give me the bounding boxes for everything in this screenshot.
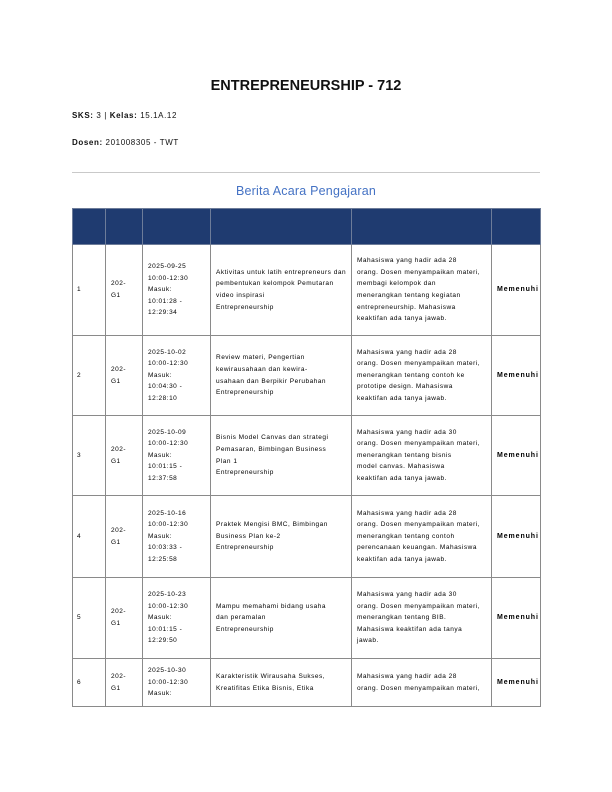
session-line: 2025-10-09: [148, 428, 187, 436]
meeting-number: 6: [77, 678, 82, 686]
sks-value: 3: [96, 111, 102, 120]
session-line: 2025-10-02: [148, 348, 187, 356]
activity-line: Mahasiswa yang hadir ada 28: [357, 509, 457, 517]
activity-cell: [352, 416, 492, 496]
room-cell: [106, 496, 143, 578]
activity-cell: [352, 336, 492, 416]
topic-line: Kreatifitas Etika Bisnis, Etika: [216, 684, 314, 692]
table-row: [73, 496, 541, 578]
topic-cell: [211, 245, 352, 336]
session-line: Masuk:: [148, 286, 172, 294]
topic-line: usahaan dan Berpikir Perubahan: [216, 377, 327, 385]
activity-line: orang. Dosen menyampaikan materi,: [357, 440, 481, 448]
activity-cell: [352, 496, 492, 578]
session-line: Masuk:: [148, 532, 172, 540]
dosen-label: Dosen:: [72, 138, 103, 147]
topic-line: Review materi, Pengertian: [216, 354, 305, 362]
status-cell: [492, 245, 541, 336]
session-line: 10:00-12:30: [148, 521, 189, 529]
activity-cell: [352, 245, 492, 336]
status-cell: [492, 578, 541, 659]
topic-cell: [211, 578, 352, 659]
meeting-number: 2: [77, 371, 82, 379]
activity-line: Mahasiswa yang hadir ada 30: [357, 591, 457, 599]
session-line: 10:00-12:30: [148, 602, 189, 610]
topic-line: Entrepreneurship: [216, 389, 274, 397]
status-text: Memenuhi: [497, 532, 539, 540]
table-header-row: [73, 209, 541, 245]
meeting-number: 5: [77, 614, 82, 622]
meeting-number-cell: [73, 496, 106, 578]
topic-cell: [211, 659, 352, 707]
room-cell: [106, 245, 143, 336]
meeting-number-cell: [73, 336, 106, 416]
session-line: Masuk:: [148, 614, 172, 622]
activity-line: menerangkan tentang bisnis: [357, 451, 452, 459]
topic-line: Karakteristik Wirausaha Sukses,: [216, 672, 326, 680]
session-line: 12:28:10: [148, 394, 178, 402]
meeting-number: 1: [77, 286, 82, 294]
room-code: 202-G1: [111, 526, 127, 546]
room-cell: [106, 416, 143, 496]
table-row: [73, 245, 541, 336]
topic-line: dan peramalan: [216, 614, 266, 622]
activity-line: menerangkan tentang contoh: [357, 532, 455, 540]
session-line: 10:01:28 -: [148, 297, 183, 305]
table-header-cell: [143, 209, 211, 245]
session-line: 12:29:34: [148, 309, 178, 317]
topic-line: video inspirasi: [216, 292, 265, 299]
document-title: ENTREPRENEURSHIP - 712: [210, 78, 402, 94]
status-cell: [492, 659, 541, 707]
room-code: 202-G1: [111, 365, 127, 385]
session-line: 2025-09-25: [148, 263, 187, 271]
session-line: 2025-10-16: [148, 509, 187, 517]
session-line: 10:00-12:30: [148, 678, 189, 686]
session-line: 12:25:58: [148, 555, 178, 563]
room-code: 202-G1: [111, 445, 127, 465]
activity-line: prototipe design. Mahasiswa: [357, 383, 453, 391]
session-line: 10:00-12:30: [148, 440, 189, 448]
meeting-number-cell: [73, 416, 106, 496]
session-line: Masuk:: [148, 690, 172, 698]
status-cell: [492, 496, 541, 578]
table-row: [73, 336, 541, 416]
table-header-cell: [352, 209, 492, 245]
topic-cell: [211, 496, 352, 578]
room-code: 202-G1: [111, 608, 127, 627]
session-line: 10:01:15 -: [148, 625, 183, 633]
topic-line: Mampu memahami bidang usaha: [216, 602, 326, 610]
meeting-number: 4: [77, 532, 82, 540]
topic-line: Entrepreneurship: [216, 544, 274, 552]
topic-line: Aktivitas untuk latih entrepreneurs dan: [216, 268, 347, 276]
room-cell: [106, 659, 143, 707]
activity-line: orang. Dosen menyampaikan materi,: [357, 602, 481, 610]
activity-line: Mahasiswa yang hadir ada 28: [357, 672, 457, 680]
info-separator: |: [104, 111, 107, 120]
table-body: [73, 245, 541, 707]
topic-line: Entrepreneurship: [216, 625, 274, 633]
session-line: Masuk:: [148, 451, 172, 459]
status-cell: [492, 416, 541, 496]
session-line: 10:00-12:30: [148, 360, 189, 368]
activity-line: keaktifan ada tanya jawab.: [357, 474, 447, 482]
activity-line: jawab.: [357, 637, 379, 645]
session-line: Masuk:: [148, 371, 172, 379]
topic-line: Entrepreneurship: [216, 469, 274, 477]
room-cell: [106, 336, 143, 416]
session-line: 10:01:15 -: [148, 463, 183, 471]
session-cell: [143, 578, 211, 659]
activity-line: membagi kelompok dan: [357, 280, 437, 288]
session-line: 2025-10-30: [148, 667, 187, 675]
status-text: Memenuhi: [497, 286, 539, 294]
status-text: Memenuhi: [497, 451, 539, 459]
table-row: [73, 659, 541, 707]
topic-line: Plan 1: [216, 457, 238, 465]
activity-line: menerangkan tentang contoh ke: [357, 371, 465, 379]
status-cell: [492, 336, 541, 416]
meeting-number-cell: [73, 659, 106, 707]
meeting-number: 3: [77, 451, 82, 459]
session-cell: [143, 659, 211, 707]
kelas-label: Kelas:: [109, 111, 138, 120]
activity-line: Mahasiswa yang hadir ada 28: [357, 257, 457, 265]
session-line: 2025-10-23: [148, 591, 187, 599]
topic-cell: [211, 336, 352, 416]
session-line: 10:03:33 -: [148, 544, 183, 552]
activity-cell: [352, 578, 492, 659]
topic-line: Praktek Mengisi BMC, Bimbingan: [216, 521, 328, 529]
session-cell: [143, 245, 211, 336]
teaching-log-table: [72, 208, 541, 707]
topic-line: Business Plan ke-2: [216, 532, 281, 540]
class-info: [72, 110, 177, 122]
divider: [72, 172, 540, 173]
status-text: Memenuhi: [497, 371, 539, 379]
status-text: Memenuhi: [497, 678, 539, 686]
topic-line: Pemasaran, Bimbingan Business: [216, 445, 327, 453]
activity-line: entrepreneurship. Mahasiswa: [357, 303, 456, 311]
room-code: 202-G1: [111, 280, 127, 299]
table-header-cell: [211, 209, 352, 245]
session-cell: [143, 416, 211, 496]
activity-line: Mahasiswa yang hadir ada 30: [357, 428, 457, 436]
dosen-value: 201008305 - TWT: [105, 138, 179, 147]
activity-line: perencanaan keuangan. Mahasiswa: [357, 544, 477, 552]
topic-line: Bisnis Model Canvas dan strategi: [216, 434, 329, 442]
activity-line: Mahasiswa yang hadir ada 28: [357, 348, 457, 356]
topic-line: kewirausahaan dan kewira-: [216, 365, 308, 373]
section-title: Berita Acara Pengajaran: [235, 184, 377, 198]
meeting-number-cell: [73, 245, 106, 336]
activity-line: menerangkan tentang BIB.: [357, 614, 447, 622]
activity-cell: [352, 659, 492, 707]
table-row: [73, 416, 541, 496]
session-cell: [143, 336, 211, 416]
topic-cell: [211, 416, 352, 496]
session-line: 12:37:58: [148, 474, 178, 482]
activity-line: menerangkan tentang kegiatan: [357, 292, 461, 299]
room-cell: [106, 578, 143, 659]
table-header-cell: [73, 209, 106, 245]
activity-line: orang. Dosen menyampaikan materi,: [357, 521, 481, 529]
table-header-cell: [492, 209, 541, 245]
session-cell: [143, 496, 211, 578]
topic-line: pembentukan kelompok Pemutaran: [216, 280, 334, 288]
status-text: Memenuhi: [497, 614, 539, 622]
room-code: 202-G1: [111, 672, 127, 692]
session-line: 12:29:50: [148, 637, 178, 645]
activity-line: orang. Dosen menyampaikan materi,: [357, 684, 481, 692]
activity-line: keaktifan ada tanya jawab.: [357, 315, 447, 323]
activity-line: orang. Dosen menyampaikan materi,: [357, 268, 481, 276]
kelas-value: 15.1A.12: [140, 111, 178, 120]
activity-line: model canvas. Mahasiswa: [357, 463, 445, 471]
lecturer-info: [72, 137, 179, 149]
session-line: 10:00-12:30: [148, 274, 189, 282]
table-header-cell: [106, 209, 143, 245]
activity-line: keaktifan ada tanya jawab.: [357, 394, 447, 402]
activity-line: orang. Dosen menyampaikan materi,: [357, 360, 481, 368]
topic-line: Entrepreneurship: [216, 303, 274, 311]
table-row: [73, 578, 541, 659]
session-line: 10:04:30 -: [148, 383, 183, 391]
meeting-number-cell: [73, 578, 106, 659]
activity-line: Mahasiswa keaktifan ada tanya: [357, 625, 463, 633]
activity-line: keaktifan ada tanya jawab.: [357, 555, 447, 563]
sks-label: SKS:: [72, 111, 94, 120]
